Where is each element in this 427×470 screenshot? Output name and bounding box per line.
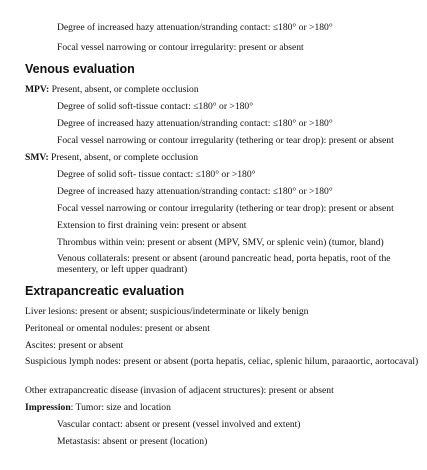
liver-lesions-item: Liver lesions: present or absent; suspicious/indeterminate or likely benign — [25, 306, 309, 317]
impression-item: Metastasis: absent or present (location) — [57, 436, 208, 447]
smv-item: Venous collaterals: present or absent (around pancreatic head, porta hepatis, root of the mesentery, or left upper quadrant) — [57, 253, 391, 275]
venous-evaluation-heading: Venous evaluation — [25, 62, 135, 76]
mpv-label: MPV: — [25, 84, 50, 95]
extrapancreatic-evaluation-heading: Extrapancreatic evaluation — [25, 284, 185, 298]
peritoneal-nodules-item: Peritoneal or omental nodules: present or absent — [25, 323, 210, 334]
mpv-item: Degree of increased hazy attenuation/stranding contact: ≤180° or >180° — [57, 118, 333, 129]
smv-item: Thrombus within vein: present or absent (MPV, SMV, or splenic vein) (tumor, bland) — [57, 237, 384, 248]
mpv-line — [25, 84, 199, 95]
smv-item: Degree of solid soft- tissue contact: ≤180° or >180° — [57, 169, 256, 180]
smv-item: Focal vessel narrowing or contour irregularity (tethering or tear drop): present or absent — [57, 203, 394, 214]
impression-line — [25, 402, 171, 413]
smv-line — [25, 152, 198, 163]
other-disease-item: Other extrapancreatic disease (invasion of adjacent structures): present or absent — [25, 385, 334, 396]
impression-item: Vascular contact: absent or present (vessel involved and extent) — [57, 419, 301, 430]
mpv-item: Degree of solid soft-tissue contact: ≤180° or >180° — [57, 101, 254, 112]
arterial-focal-narrowing-item: Focal vessel narrowing or contour irregularity: present or absent — [57, 42, 304, 53]
ascites-item: Ascites: present or absent — [25, 340, 124, 351]
impression-text: : Tumor: size and location — [70, 402, 171, 413]
lymph-nodes-item: Suspicious lymph nodes: present or absent (porta hepatis, celiac, splenic hilum, paraaortic, aortocaval) — [25, 356, 419, 367]
smv-text: Present, absent, or complete occlusion — [48, 152, 199, 163]
mpv-text: Present, absent, or complete occlusion — [49, 84, 199, 95]
smv-item: Degree of increased hazy attenuation/stranding contact: ≤180° or >180° — [57, 186, 333, 197]
impression-label: Impression — [25, 402, 71, 413]
mpv-item: Focal vessel narrowing or contour irregularity (tethering or tear drop): present or absent — [57, 135, 394, 146]
arterial-hazy-contact-item: Degree of increased hazy attenuation/stranding contact: ≤180° or >180° — [57, 22, 333, 33]
smv-item: Extension to first draining vein: present or absent — [57, 220, 247, 231]
smv-label: SMV: — [25, 152, 49, 163]
